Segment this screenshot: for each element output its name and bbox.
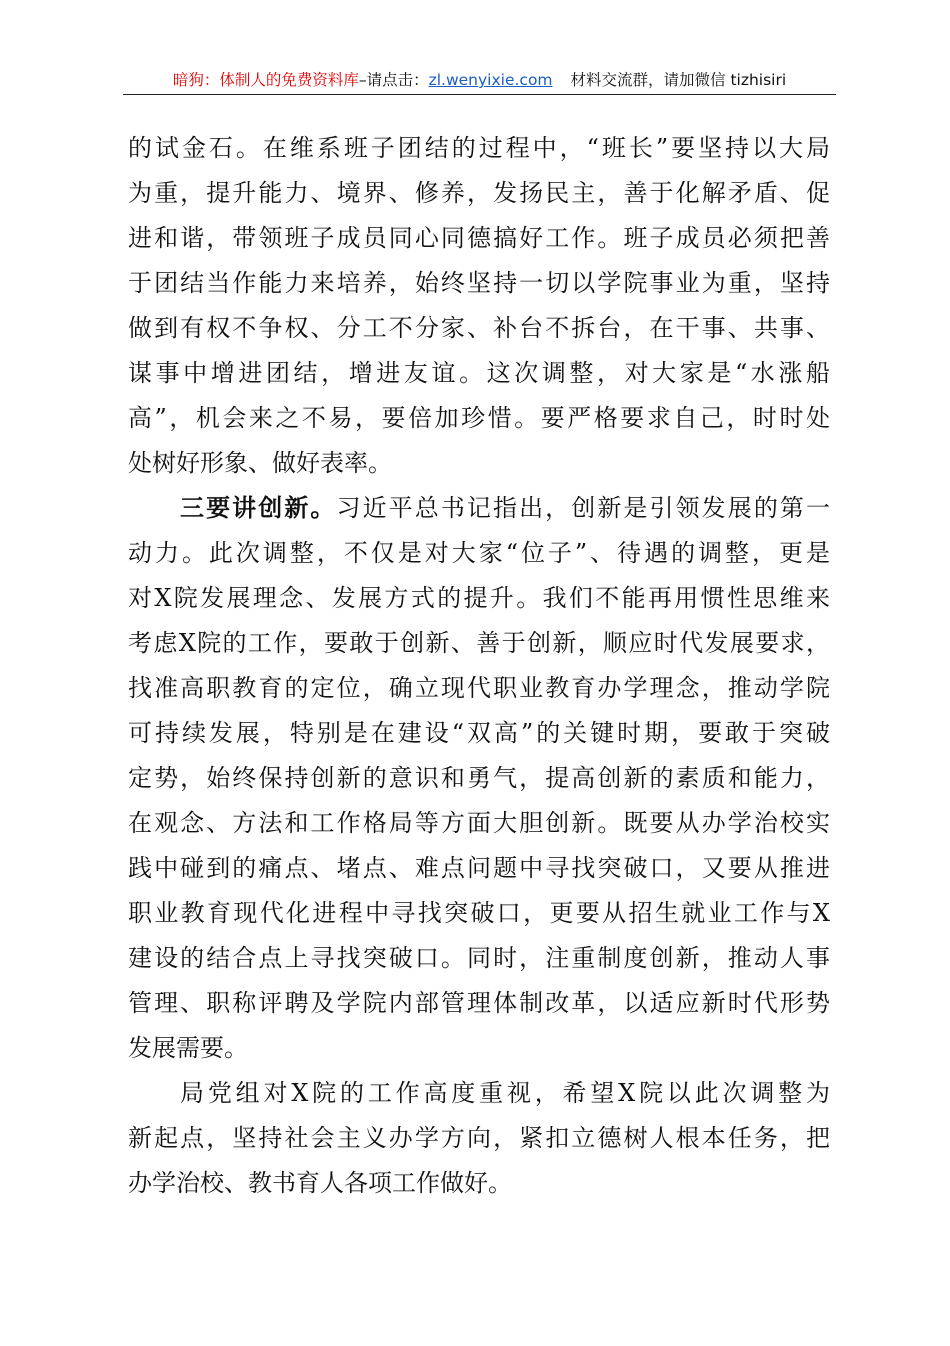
- text-line: [128, 801, 833, 846]
- line-text: 找准高职教育的定位，确立现代职业教育办学理念，推动学院: [128, 674, 833, 702]
- site-link[interactable]: zl.wenyixie.com: [428, 71, 553, 89]
- text-line: [128, 261, 833, 306]
- document-body: [128, 126, 834, 1206]
- text-line: [128, 1071, 834, 1116]
- line-text: 为重，提升能力、境界、修养，发扬民主，善于化解矛盾、促: [128, 179, 833, 207]
- line-text: 新起点，坚持社会主义办学方向，紧扣立德树人根本任务，把: [128, 1124, 833, 1152]
- text-line: [128, 621, 830, 666]
- text-line: [128, 891, 833, 936]
- line-text: 于团结当作能力来培养，始终坚持一切以学院事业为重，坚持: [128, 269, 833, 297]
- line-text: 做到有权不争权、分工不分家、补台不拆台，在干事、共事、: [128, 314, 833, 342]
- text-line: [128, 936, 833, 981]
- line-text: 处树好形象、做好表率。: [128, 449, 392, 477]
- line-text: 的试金石。在维系班子团结的过程中，“班长”要坚持以大局: [128, 134, 833, 162]
- text-line: [128, 171, 833, 216]
- line-text: 习近平总书记指出，创新是引领发展的第一: [336, 494, 833, 522]
- text-line: [128, 396, 833, 441]
- line-text: 办学治校、教书育人各项工作做好。: [128, 1169, 512, 1197]
- text-line: [128, 666, 833, 711]
- text-line: [128, 1161, 830, 1206]
- text-line: [128, 1026, 830, 1071]
- text-line: [128, 486, 833, 531]
- section-lead: 三要讲创新。: [180, 494, 337, 522]
- line-text: 谋事中增进团结，增进友谊。这次调整，对大家是“水涨船: [128, 359, 834, 387]
- line-text: 考虑X院的工作，要敢于创新、善于创新，顺应时代发展要求，: [128, 629, 832, 657]
- line-text: 践中碰到的痛点、堵点、难点问题中寻找突破口，又要从推进: [128, 854, 833, 882]
- text-line: [128, 306, 833, 351]
- text-line: [128, 1116, 833, 1161]
- text-line: [128, 351, 834, 396]
- text-line: [128, 531, 833, 576]
- text-line: [128, 981, 833, 1026]
- line-text: 局党组对X院的工作高度重视，希望X院以此次调整为: [180, 1079, 834, 1107]
- line-text: 职业教育现代化进程中寻找突破口，更要从招生就业工作与X: [128, 899, 833, 927]
- line-text: 进和谐，带领班子成员同心同德搞好工作。班子成员必须把善: [128, 224, 833, 252]
- text-line: [128, 441, 830, 486]
- line-text: 定势，始终保持创新的意识和勇气，提高创新的素质和能力，: [128, 764, 833, 792]
- text-line: [128, 576, 833, 621]
- page-header: [123, 68, 836, 95]
- text-line: [128, 846, 833, 891]
- line-text: 管理、职称评聘及学院内部管理体制改革，以适应新时代形势: [128, 989, 833, 1017]
- text-line: [128, 756, 833, 801]
- promo-text: 暗狗：体制人的免费资料库: [172, 71, 359, 89]
- line-text: 可持续发展，特别是在建设“双高”的关键时期，要敢于突破: [128, 719, 833, 747]
- click-prompt: –请点击：: [358, 71, 429, 89]
- text-line: [128, 711, 833, 756]
- line-text: 高”，机会来之不易，要倍加珍惜。要严格要求自己，时时处: [128, 404, 833, 432]
- text-line: [128, 126, 833, 171]
- text-line: [128, 216, 833, 261]
- line-text: 建设的结合点上寻找突破口。同时，注重制度创新，推动人事: [128, 944, 833, 972]
- contact-text: 材料交流群，请加微信 tizhisiri: [570, 71, 787, 89]
- line-text: 发展需要。: [128, 1034, 248, 1062]
- line-text: 动力。此次调整，不仅是对大家“位子”、待遇的调整，更是: [128, 539, 833, 567]
- line-text: 对X院发展理念、发展方式的提升。我们不能再用惯性思维来: [128, 584, 833, 612]
- line-text: 在观念、方法和工作格局等方面大胆创新。既要从办学治校实: [128, 809, 833, 837]
